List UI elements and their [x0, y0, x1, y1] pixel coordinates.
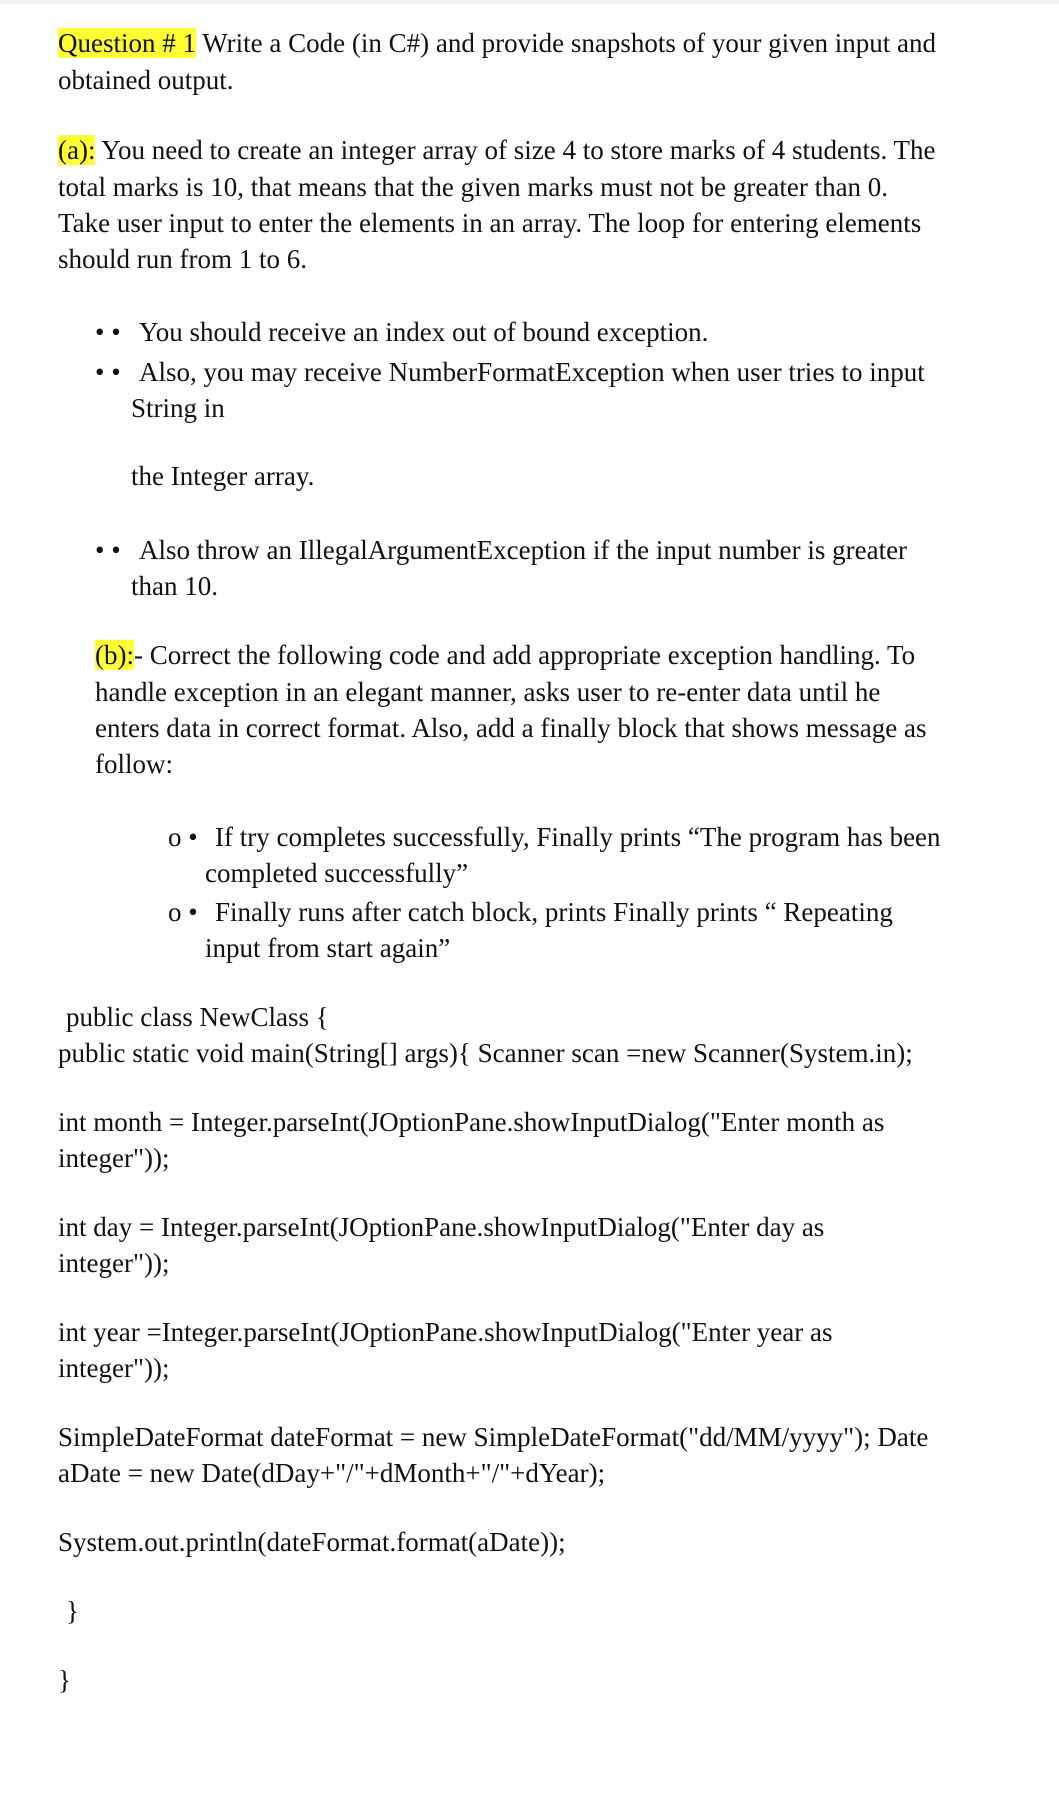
bullet-a2-line1: Also, you may receive NumberFormatException when user tries to input [139, 357, 925, 387]
part-a-line1-text: You need to create an integer array of size 4 to store marks of 4 students. The [95, 135, 936, 165]
part-a-line3: Take user input to enter the elements in an array. The loop for entering elements [58, 208, 922, 238]
part-a-line2: total marks is 10, that means that the given marks must not be greater than 0. [58, 172, 889, 202]
part-b-line2: handle exception in an elegant manner, asks user to re-enter data until he [95, 677, 881, 707]
part-b-line1 [95, 638, 915, 672]
top-divider [0, 0, 1059, 4]
bullet-marker: • • [95, 317, 121, 347]
bullet-b2-line1: Finally runs after catch block, prints Finally prints “ Repeating [215, 897, 893, 927]
code-line-4: integer")); [58, 1143, 170, 1173]
code-line-5: int day = Integer.parseInt(JOptionPane.showInputDialog("Enter day as [58, 1212, 825, 1242]
question-intro-line2: obtained output. [58, 65, 234, 95]
part-b-label: (b): [95, 640, 134, 670]
bullet-marker: o • [168, 822, 198, 852]
part-a-label: (a): [58, 135, 96, 165]
bullet-marker: • • [95, 535, 121, 565]
part-a-line1 [58, 133, 935, 167]
bullet-b1-line2: completed successfully” [205, 858, 469, 888]
code-line-12: } [66, 1596, 79, 1626]
bullet-marker: • • [95, 357, 121, 387]
bullet-marker: o • [168, 897, 198, 927]
code-line-2: public static void main(String[] args){ Scanner scan =new Scanner(System.in); [58, 1038, 913, 1068]
question-intro-text: Write a Code (in C#) and provide snapshots of your given input and [196, 28, 937, 58]
code-line-3: int month = Integer.parseInt(JOptionPane.showInputDialog("Enter month as [58, 1107, 885, 1137]
bullet-b2-line2: input from start again” [205, 933, 451, 963]
code-line-9: SimpleDateFormat dateFormat = new SimpleDateFormat("dd/MM/yyyy"); Date [58, 1422, 929, 1452]
bullet-a3-line1: Also throw an IllegalArgumentException if the input number is greater [139, 535, 908, 565]
bullet-b1-line1: If try completes successfully, Finally prints “The program has been [215, 822, 941, 852]
code-line-6: integer")); [58, 1248, 170, 1278]
bullet-a2-line2: String in [131, 393, 225, 423]
code-line-1: public class NewClass { [66, 1002, 329, 1032]
part-a-line4: should run from 1 to 6. [58, 244, 307, 274]
bullet-a3-line2: than 10. [131, 571, 218, 601]
part-b-line4: follow: [95, 749, 173, 779]
bullet-a1-line1: You should receive an index out of bound exception. [139, 317, 709, 347]
code-line-11: System.out.println(dateFormat.format(aDate)); [58, 1527, 566, 1557]
question-label: Question # 1 [58, 28, 196, 58]
bullet-a2-line3: the Integer array. [131, 461, 315, 491]
question-intro-line1 [58, 26, 936, 60]
part-b-line3: enters data in correct format. Also, add a finally block that shows message as [95, 713, 927, 743]
part-b-line1-text: - Correct the following code and add appropriate exception handling. To [133, 640, 916, 670]
code-line-13: } [58, 1665, 71, 1695]
code-line-8: integer")); [58, 1353, 170, 1383]
code-line-10: aDate = new Date(dDay+"/"+dMonth+"/"+dYear); [58, 1458, 606, 1488]
code-line-7: int year =Integer.parseInt(JOptionPane.showInputDialog("Enter year as [58, 1317, 833, 1347]
